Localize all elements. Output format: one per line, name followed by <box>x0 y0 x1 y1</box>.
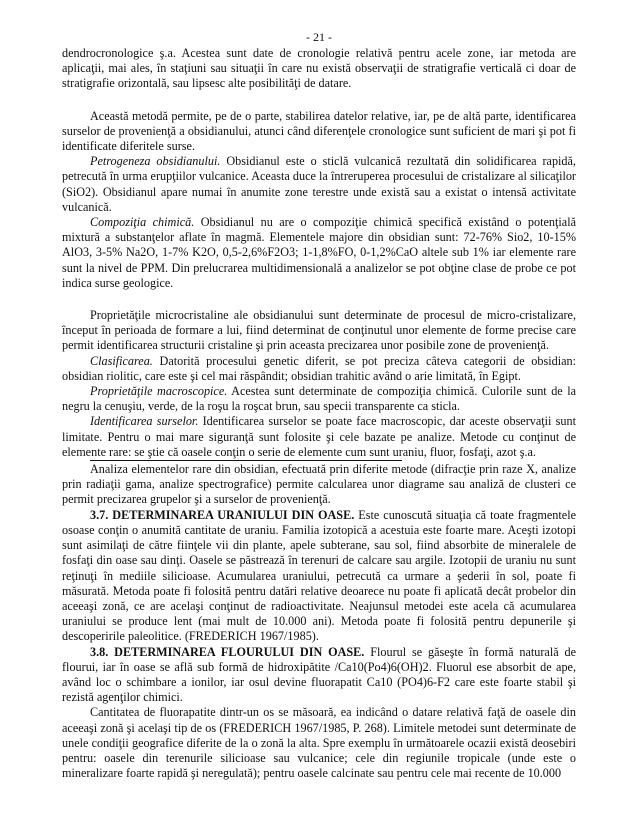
section-3-8-text: Flourul se găseşte în formă naturală de flourui, iar în oase se află sub formă de hidroxipătite /Ca10(Po4)6(OH)2. Fluorul ese absorbit de ape, având loc o schimbare a ionilor, iar osul devine fluorapatit Ca10 (PO4)6-F2 care este foarte stabil şi rezistă agenţilor chimici. <box>62 644 576 705</box>
compozitia-text: Obsidianul nu are o compoziţie chimică specifică existând o potenţială mixtură a substanţelor aflate în magmă. Elementele majore din obsidian sunt: 72-76% Sio2, 10-15% AlO3, 3-5% Na2O, 1-7% K2O, 0,5-2,6%F2O3; 1-1,8%FO, 0-1,2%CaO altele sub 1% iar elemente rare sunt la nivel de PPM. Din prelucrarea multidimensională a analizelor se pot obţine clase de probe ce pot indica surse geologice. <box>62 215 576 290</box>
microcristaline-paragraph: Proprietăţile microcristaline ale obsidianului sunt determinate de procesul de micro-cristalizare, început în perioada de formare a lui, fiind determinat de conţinutul unor elemente de forme precise care permit identificarea structurii cristaline şi prin aceasta precizarea unor posibile zone de provenienţă. <box>62 308 576 353</box>
petrogeneza-text: Obsidianul este o sticlă vulcanică rezultată din solidificarea rapidă, petrecută în urma erupţiilor vulcanice. Aceasta duce la întreruperea procesului de cristalizare al silicaţilor (SiO2). Obsidianul apare numai în anumite zone terestre unde există sau a existat o intensă activitate vulcanică. <box>62 154 576 214</box>
paragraph-1: dendrocronologice ş.a. Acestea sunt date de cronologie relativă pentru acele zone, iar metoda are aplicaţii, mai ales, în staţiuni sau situaţii în care nu există observaţii de stratigrafie verticală ci doar de stratigrafie orizontală, sau lipsesc alte posibilităţi de datare. <box>62 46 576 91</box>
section-3-7-text: Este cunoscută situaţia că toate fragmentele osoase conţin o anumită cantitate de uraniu. Familia izotopică a acestuia este foarte mare. Aceşti izotopi sunt asimilaţi de către fiinţele vii din plante, apele subterane, sau sol, fiind absorbite de mineralele de fosfaţi din oase sau dinţi. Oasele se păstrează în terenuri de calcare sau argile. Izotopii de uraniu nu sunt reţinuţi în mediile silicioase. Acumularea uraniului, petrecută ca urmare a şederii în sol, poate fi măsurată. Metoda poate fi folosită pentru datări relative deoarece nu poate fi aplicată decât probelor din aceeaşi zonă, ce are acelaşi conţinut de radioactivitate. Neajunsul metodei este acela că acumularea uraniului se produce lent (mai mult de 10.000 ani). Metoda poate fi folosită pentru depunerile şi descoperirile paleolitice. (FREDERICH 1967/1985). <box>62 507 576 644</box>
macroscopice-paragraph <box>62 384 576 414</box>
identificarea-paragraph <box>62 414 576 460</box>
clasificarea-text: Datorită procesului genetic diferit, se pot preciza câteva categorii de obsidian: obsidian riolitic, care este şi cel mai răspândit; obsidian trahitic având o arie limitată, în Egipt. <box>62 353 576 383</box>
compozitia-paragraph <box>62 215 576 291</box>
clasificarea-title: Clasificarea. <box>90 353 153 368</box>
page-number: - 21 - <box>306 30 332 44</box>
identificarea-title: Identificarea surselor. <box>90 414 199 429</box>
section-3-7-heading: 3.7. DETERMINAREA URANIULUI DIN OASE. <box>90 507 355 522</box>
compozitia-title: Compoziţia chimică. <box>90 215 195 230</box>
macroscopice-title: Proprietăţile macroscopice. <box>90 384 228 399</box>
petrogeneza-title: Petrogeneza obsidianului. <box>90 154 221 169</box>
section-3-8-paragraph <box>62 645 576 706</box>
paragraph-spacing <box>62 92 576 109</box>
analiza-paragraph: Analiza elementelor rare din obsidian, efectuată prin diferite metode (difracţie prin raze X, analize prin radiaţii gama, analize spectrografice) permite calcularea unor diagrame sau analiză de clusteri ce permit precizarea grupelor şi a surselor de provenienţă. <box>62 462 576 507</box>
section-3-8-heading: 3.8. DETERMINAREA FLOURULUI DIN OASE. <box>90 644 365 659</box>
document-body <box>62 46 576 781</box>
petrogeneza-paragraph <box>62 154 576 215</box>
section-3-7-paragraph <box>62 508 576 645</box>
identificarea-text: Identificarea surselor se poate face macroscopic, dar aceste observaţii sunt limitate. Pentru o mai mare siguranţă sunt folosite şi cele bazate pe analize. Metode cu conţinut de elemente rare: se ştie că oasele conţin o serie de elemente cum sunt uraniu, fluor, fosfaţi, azot ş.a. <box>62 414 576 459</box>
paragraph-spacing <box>62 291 576 308</box>
paragraph-2: Această metodă permite, pe de o parte, stabilirea datelor relative, iar, pe de altă parte, identificarea surselor de provenienţă a obsidianului, atunci când diferenţele cronologice sunt suficient de mari şi pot fi identificate diferitele surse. <box>62 108 576 154</box>
clasificarea-paragraph <box>62 354 576 384</box>
macroscopice-text: Acestea sunt determinate de compoziţia chimică. Culorile sunt de la negru la cenuşiu, verde, de la roşu la roşcat brun, sau specii transparente ca sticla. <box>62 384 577 414</box>
fluorapatite-paragraph: Cantitatea de fluorapatite dintr-un os se măsoară, ea indicând o datare relativă faţă de oasele din aceeaşi zonă şi acelaşi tip de os (FREDERICH 1967/1985, P. 268). Limitele metodei sunt determinate de unele condiţii geografice diferite de la o zonă la alta. Spre exemplu în următoarele ocazii există deosebiri pentru: oasele din terenurile silicioase sau vulcanice; cele din regiunile tropicale (unde este o mineralizare foarte rapidă şi neregulată); pentru oasele calcinate sau pentru cele mai recente de 10.000 <box>62 705 576 781</box>
